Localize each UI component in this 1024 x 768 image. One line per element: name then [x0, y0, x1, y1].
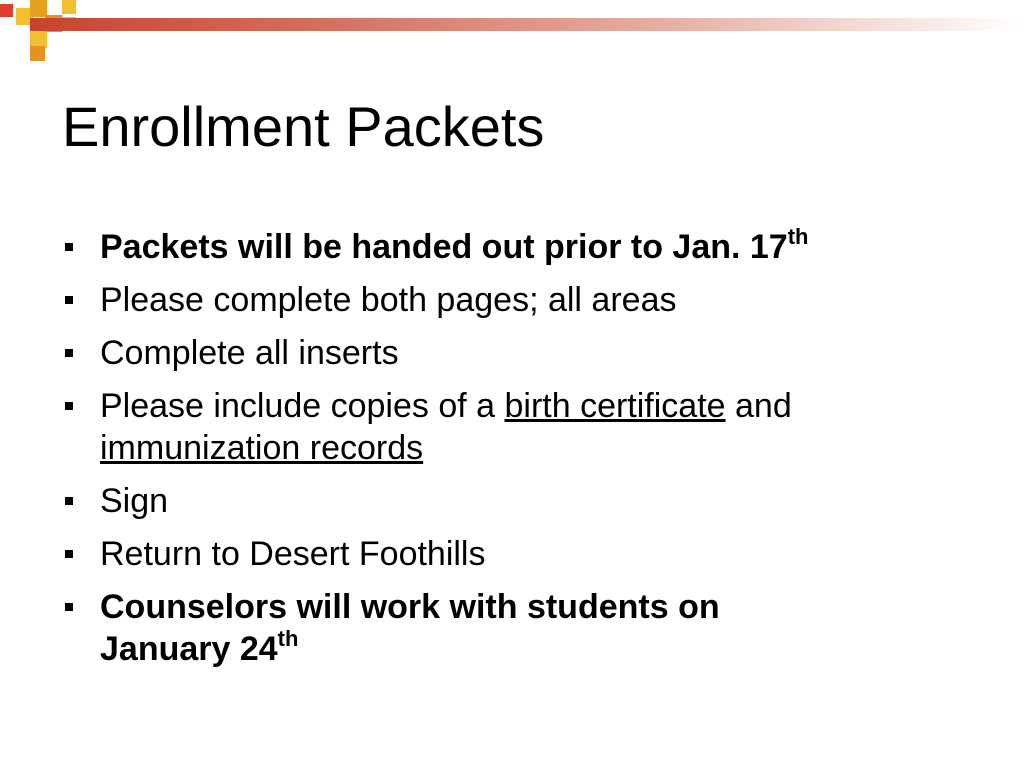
ordinal-suffix: th [277, 626, 299, 651]
bullet-marker-icon [65, 402, 73, 410]
bullet-packets-handed-out [62, 226, 962, 268]
bullet-marker-icon [65, 497, 73, 505]
slide-title: Enrollment Packets [62, 95, 545, 158]
bullet-include-copies [62, 385, 962, 469]
bullet-marker-icon [65, 296, 73, 304]
bullet-text: Please complete both pages; all areas [100, 281, 677, 319]
bullet-list [62, 226, 962, 681]
bullet-complete-pages [62, 279, 962, 321]
bullet-complete-inserts [62, 332, 962, 374]
bullet-sign [62, 480, 962, 522]
bullet-counselors [62, 586, 962, 670]
bullet-marker-icon [65, 243, 73, 251]
bullet-text: Complete all inserts [100, 334, 399, 372]
header-decoration-square [30, 46, 45, 61]
bullet-text: Sign [100, 482, 169, 520]
bullet-text: Please include copies of a [100, 387, 505, 425]
bullet-marker-icon [65, 349, 73, 357]
ordinal-suffix: th [787, 224, 809, 249]
bullet-return [62, 533, 962, 575]
bullet-marker-icon [65, 550, 73, 558]
header-decoration-square [62, 0, 76, 14]
birth-certificate-text: birth certificate [504, 387, 726, 425]
bullet-text: Return to Desert Foothills [100, 535, 486, 573]
bullet-text-line2: January 24 [100, 630, 278, 668]
immunization-records-text: immunization records [100, 429, 424, 467]
header-decoration-square [0, 4, 13, 17]
bullet-marker-icon [65, 603, 73, 611]
header-gradient-bar [30, 18, 1024, 31]
bullet-text: Packets will be handed out prior to Jan. 17 [100, 228, 788, 266]
bullet-text: Counselors will work with students on [100, 588, 720, 626]
bullet-text: and [725, 387, 792, 425]
